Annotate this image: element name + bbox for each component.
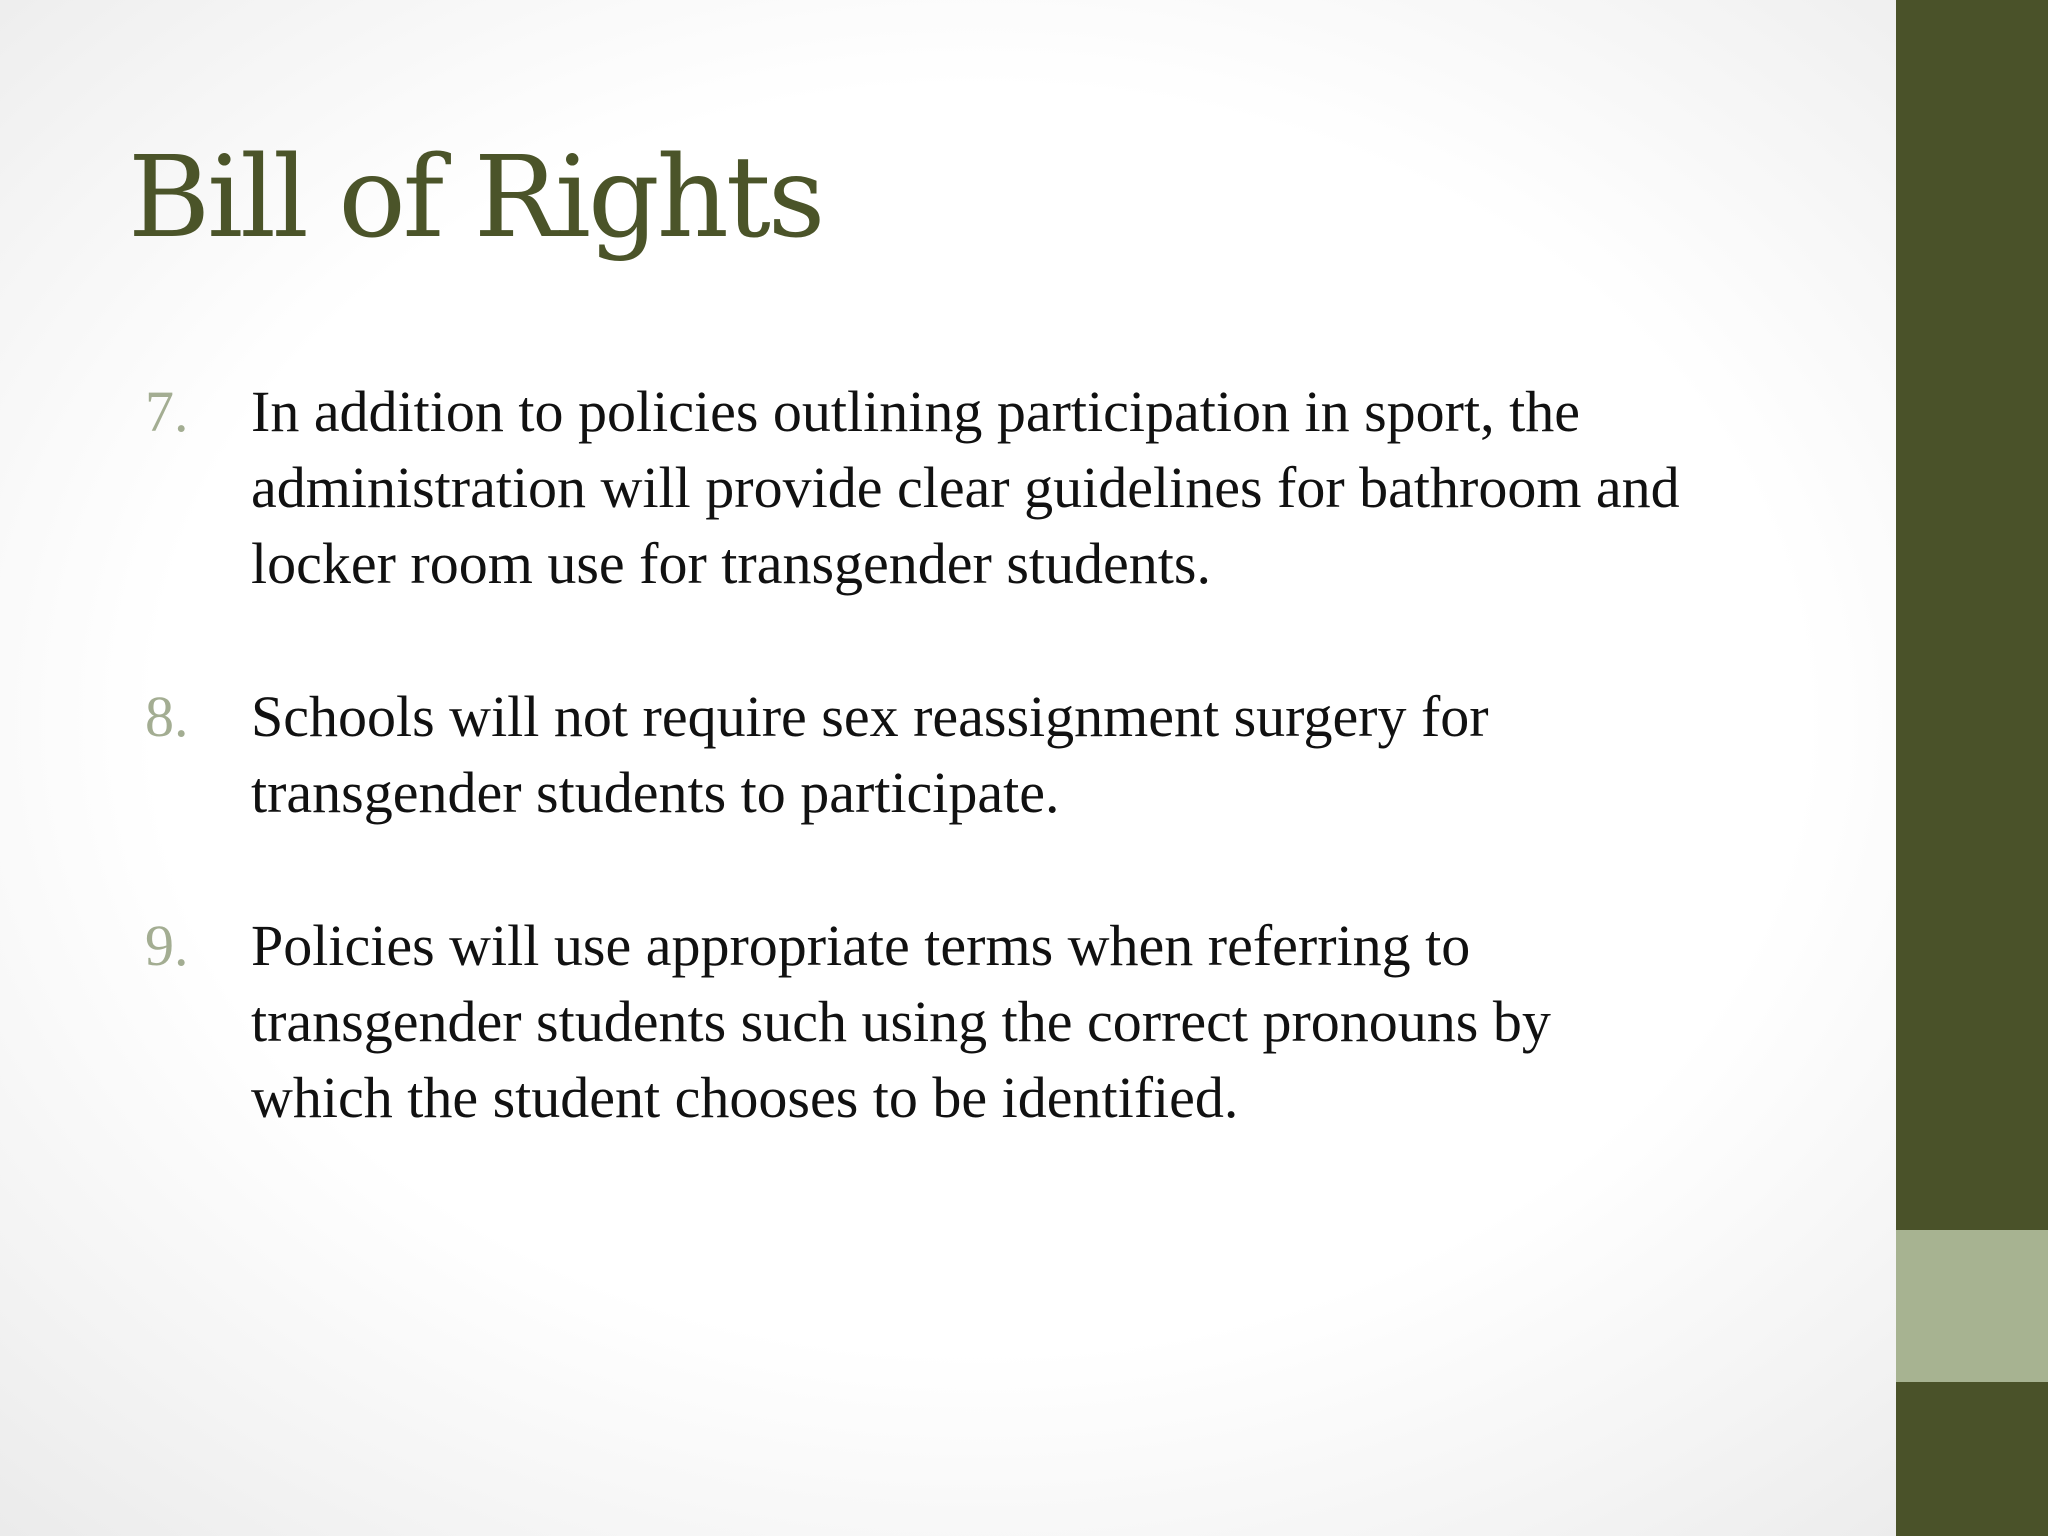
list-item-number: 9. bbox=[145, 913, 189, 978]
list-item-number: 7. bbox=[145, 379, 189, 444]
list-item-text: Schools will not require sex reassignment surgery for transgender students to participate. bbox=[251, 684, 1489, 825]
list-item bbox=[145, 374, 1705, 602]
list-item-text: Policies will use appropriate terms when referring to transgender students such using the correct pronouns by which the student chooses to be identified. bbox=[251, 913, 1551, 1130]
list-item-number: 8. bbox=[145, 684, 189, 749]
list-item bbox=[145, 908, 1705, 1136]
list-item bbox=[145, 679, 1705, 831]
list-item-text: In addition to policies outlining participation in sport, the administration will provide clear guidelines for bathroom and locker room use for transgender students. bbox=[251, 379, 1680, 596]
numbered-list bbox=[145, 374, 1705, 1213]
slide-title: Bill of Rights bbox=[128, 133, 823, 263]
sidebar-accent-block bbox=[1896, 1230, 2048, 1382]
